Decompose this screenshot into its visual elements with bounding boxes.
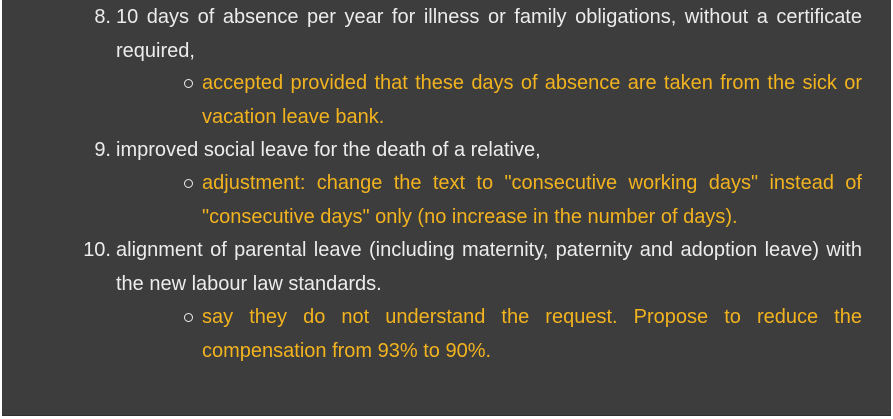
item-response: adjustment: change the text to "consecutive working days" instead of "consecutive days" only (no increase in the number of days).	[202, 172, 862, 228]
item-number: 8.	[94, 6, 111, 28]
item-text: improved social leave for the death of a relative,	[116, 139, 541, 161]
item-response: say they do not understand the request. Propose to reduce the compensation from 93% to 90%.	[202, 306, 862, 362]
item-response: accepted provided that these days of absence are taken from the sick or vacation leave bank.	[202, 72, 862, 128]
bullet-icon	[184, 179, 193, 188]
item-text: alignment of parental leave (including maternity, paternity and adoption leave) with the new labour law standards.	[116, 239, 862, 295]
item-number: 10.	[83, 239, 111, 261]
item-number: 9.	[94, 139, 111, 161]
item-text: 10 days of absence per year for illness or family obligations, without a certificate required,	[116, 6, 862, 62]
document-panel	[2, 0, 891, 416]
bullet-icon	[184, 79, 193, 88]
bullet-icon	[184, 313, 193, 322]
